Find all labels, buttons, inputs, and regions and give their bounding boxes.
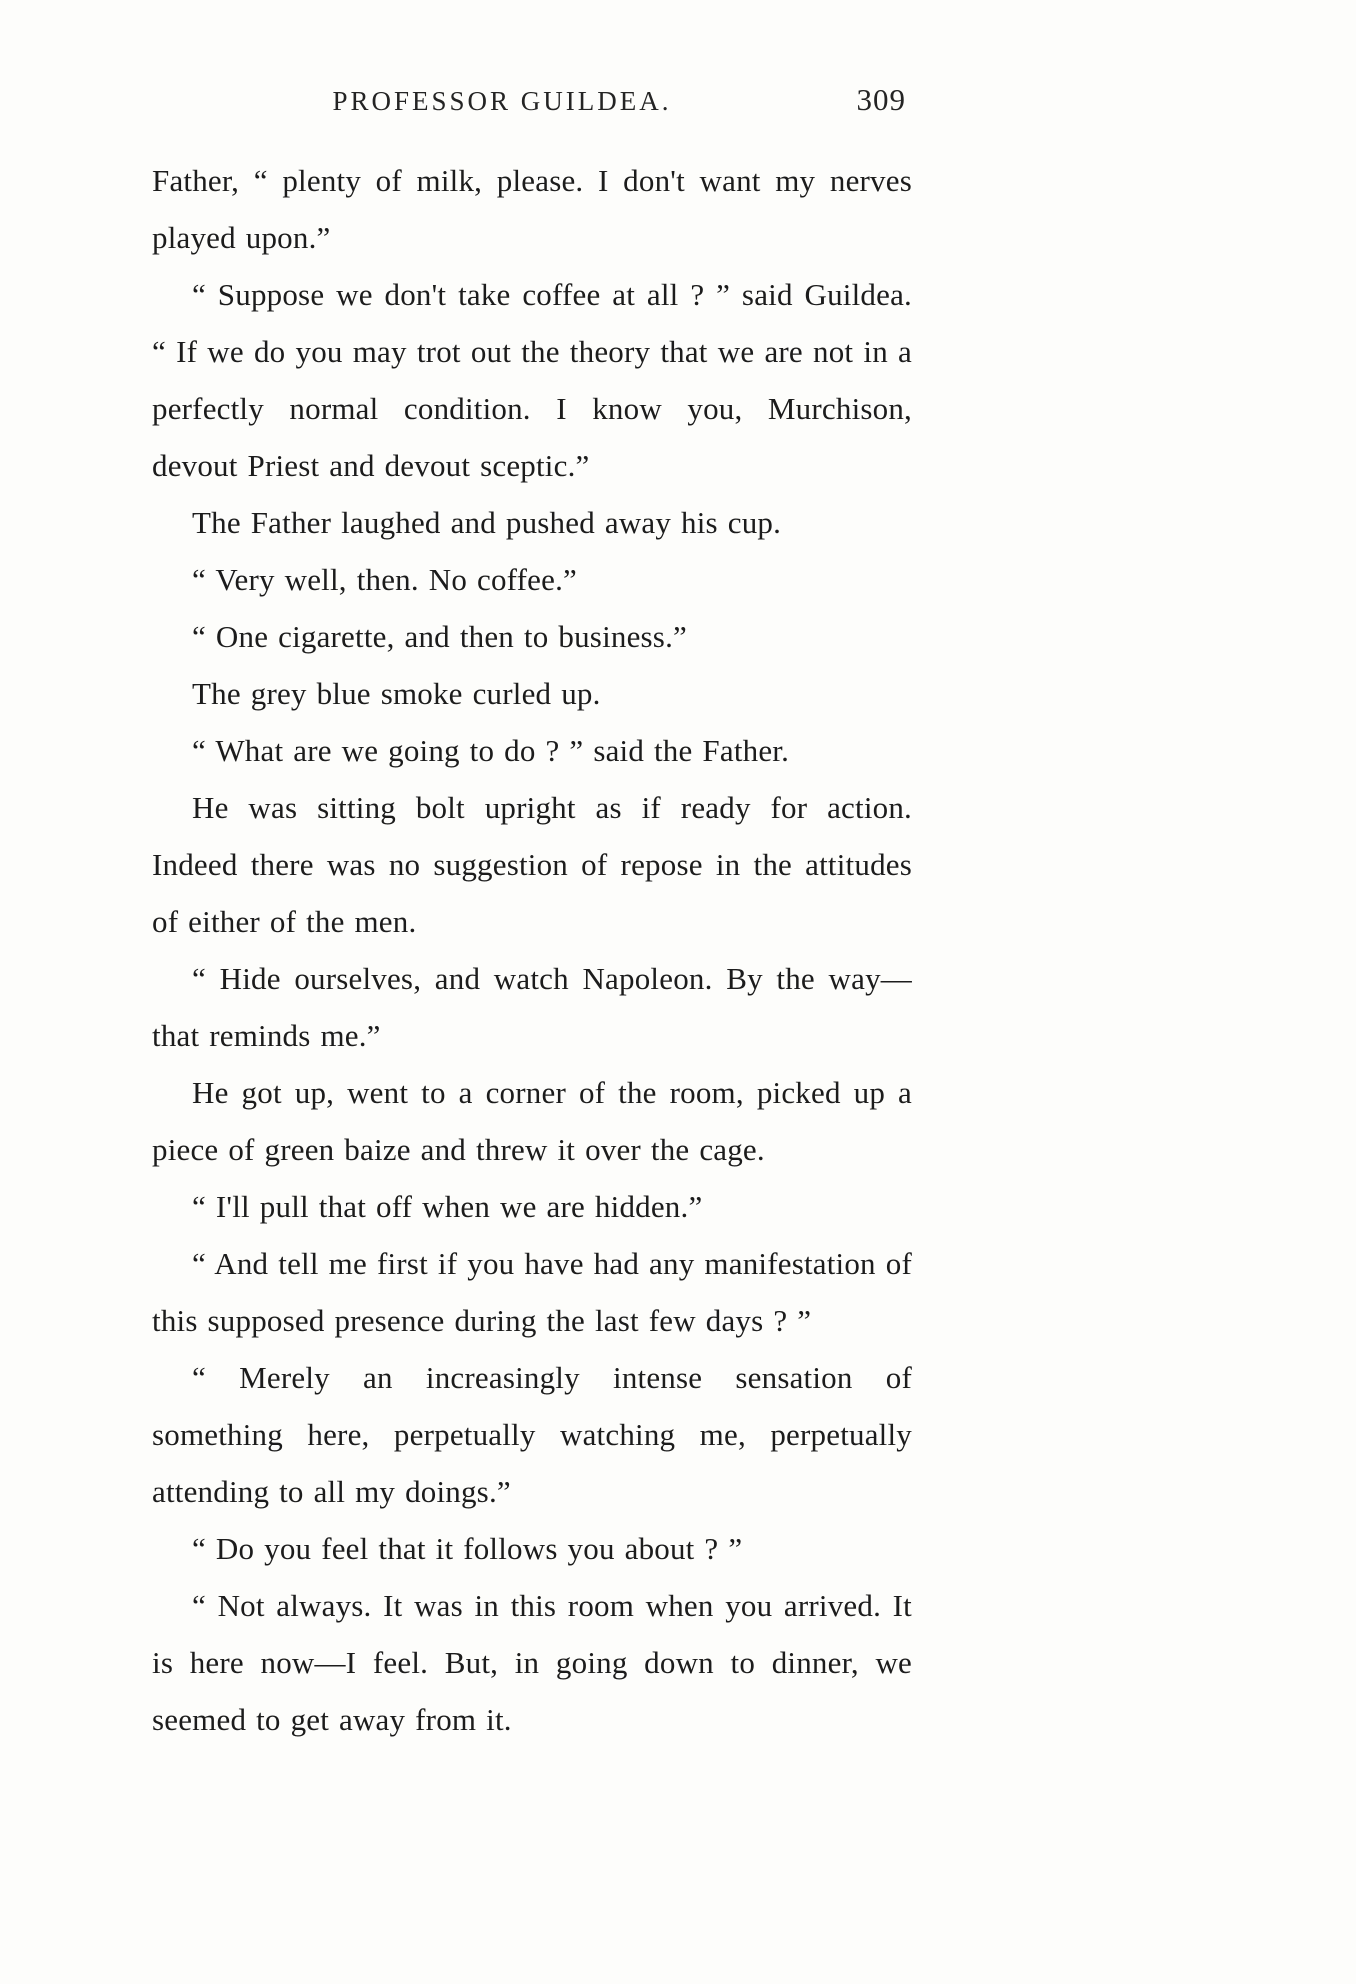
text-column [152, 82, 912, 1748]
paragraph-1: Father, “ plenty of milk, please. I don't want my nerves played upon.” [152, 163, 912, 255]
paragraph-9: “ Hide ourselves, and watch Napoleon. By the way—that reminds me.” [152, 961, 912, 1053]
page-header [152, 82, 912, 130]
paragraph-4: “ Very well, then. No coffee.” [192, 562, 577, 597]
paragraph-5: “ One cigarette, and then to business.” [192, 619, 687, 654]
paragraph-10: He got up, went to a corner of the room, picked up a piece of green baize and threw it over the cage. [152, 1075, 912, 1167]
paragraph-15: “ Not always. It was in this room when you arrived. It is here now—I feel. But, in going down to dinner, we seemed to get away from it. [152, 1588, 912, 1737]
paragraph-2: “ Suppose we don't take coffee at all ? ” said Guildea. “ If we do you may trot out the theory that we are not in a perfectly normal condition. I know you, Murchison, devout Priest and devout sceptic.” [152, 277, 912, 483]
paragraph-7: “ What are we going to do ? ” said the Father. [192, 733, 790, 768]
paragraph-12: “ And tell me first if you have had any manifestation of this supposed presence during the last few days ? ” [152, 1246, 912, 1338]
page-body [152, 152, 912, 1748]
page-number: 309 [856, 82, 906, 117]
paragraph-13: “ Merely an increasingly intense sensation of something here, perpetually watching me, perpetually attending to all my doings.” [152, 1360, 912, 1509]
paragraph-14: “ Do you feel that it follows you about ? ” [192, 1531, 743, 1566]
paragraph-8: He was sitting bolt upright as if ready for action. Indeed there was no suggestion of repose in the attitudes of either of the men. [152, 790, 912, 939]
paragraph-3: The Father laughed and pushed away his cup. [192, 505, 782, 540]
running-title: PROFESSOR GUILDEA. [332, 86, 672, 116]
paragraph-6: The grey blue smoke curled up. [192, 676, 601, 711]
paragraph-11: “ I'll pull that off when we are hidden.” [192, 1189, 703, 1224]
